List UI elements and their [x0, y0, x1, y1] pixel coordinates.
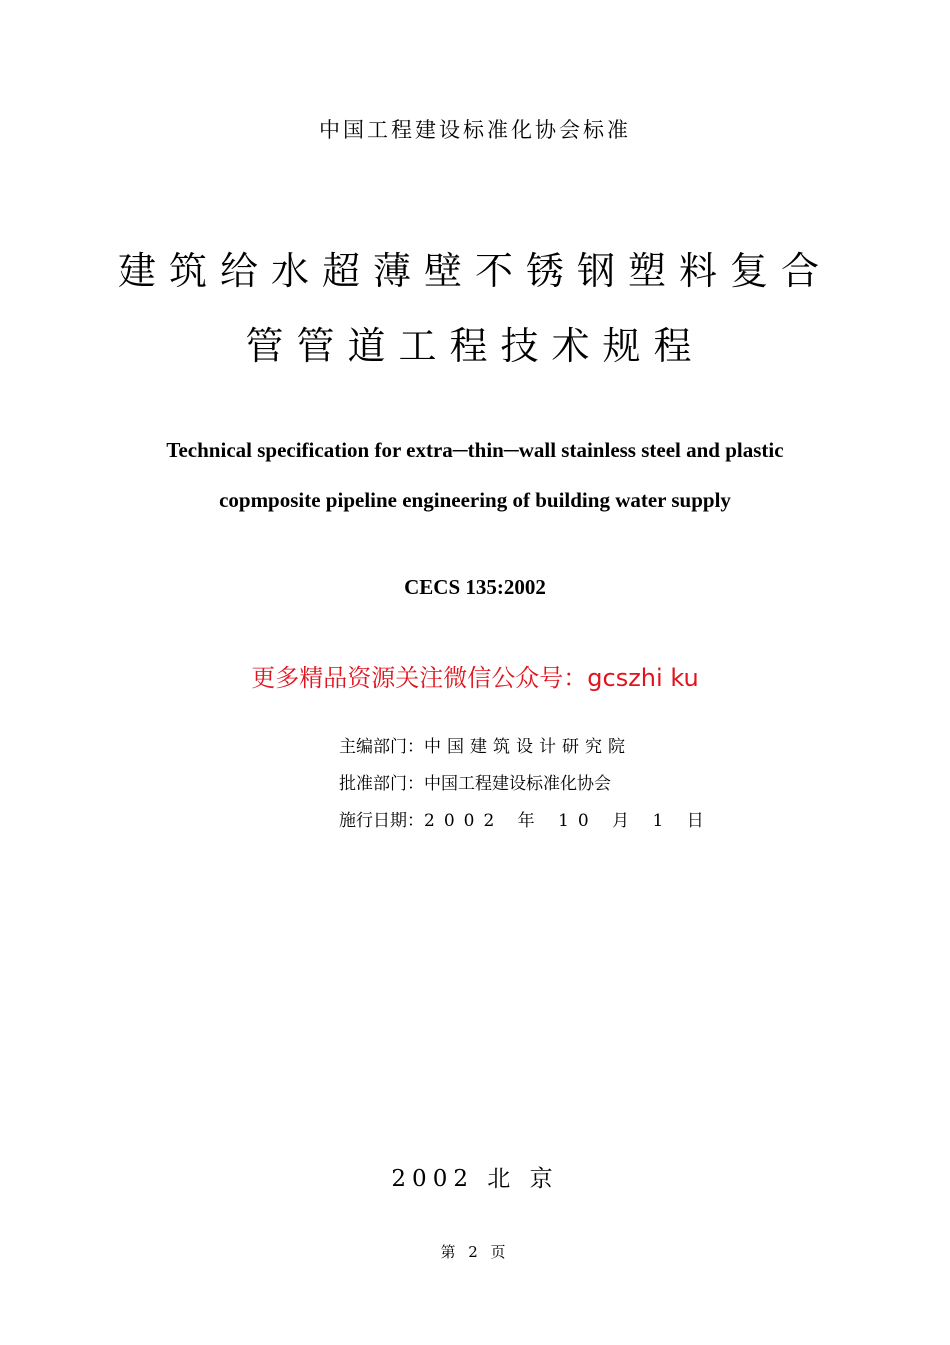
standard-code: CECS 135:2002 [404, 575, 546, 599]
editor-label: 主编部门： [339, 737, 424, 757]
title-en-line2: copmposite pipeline engineering of building water supply [219, 488, 731, 512]
org-standard-header: 中国工程建设标准化协会标准 [319, 118, 631, 142]
approver-value: 中国工程建设标准化协会 [424, 774, 611, 794]
promo-text: 更多精品资源关注微信公众号：gcszhi ku [251, 664, 699, 692]
date-label: 施行日期： [339, 811, 424, 831]
effective-date-row [339, 806, 713, 831]
editor-value: 中国建筑设计研究院 [424, 737, 631, 757]
editor-row [339, 732, 631, 757]
title-cn-line1: 建筑给水超薄壁不锈钢塑料复合 [117, 249, 832, 293]
title-en-line1: Technical specification for extra─thin─wall stainless steel and plastic [166, 438, 784, 462]
year-place: 2002 北 京 [391, 1166, 559, 1192]
page-number: 第 2 页 [440, 1243, 510, 1261]
approver-label: 批准部门： [339, 774, 424, 794]
date-value: 2002 年 10 月 1 日 [424, 811, 713, 831]
approver-row [339, 769, 611, 794]
title-cn-line2: 管管道工程技术规程 [245, 324, 705, 368]
